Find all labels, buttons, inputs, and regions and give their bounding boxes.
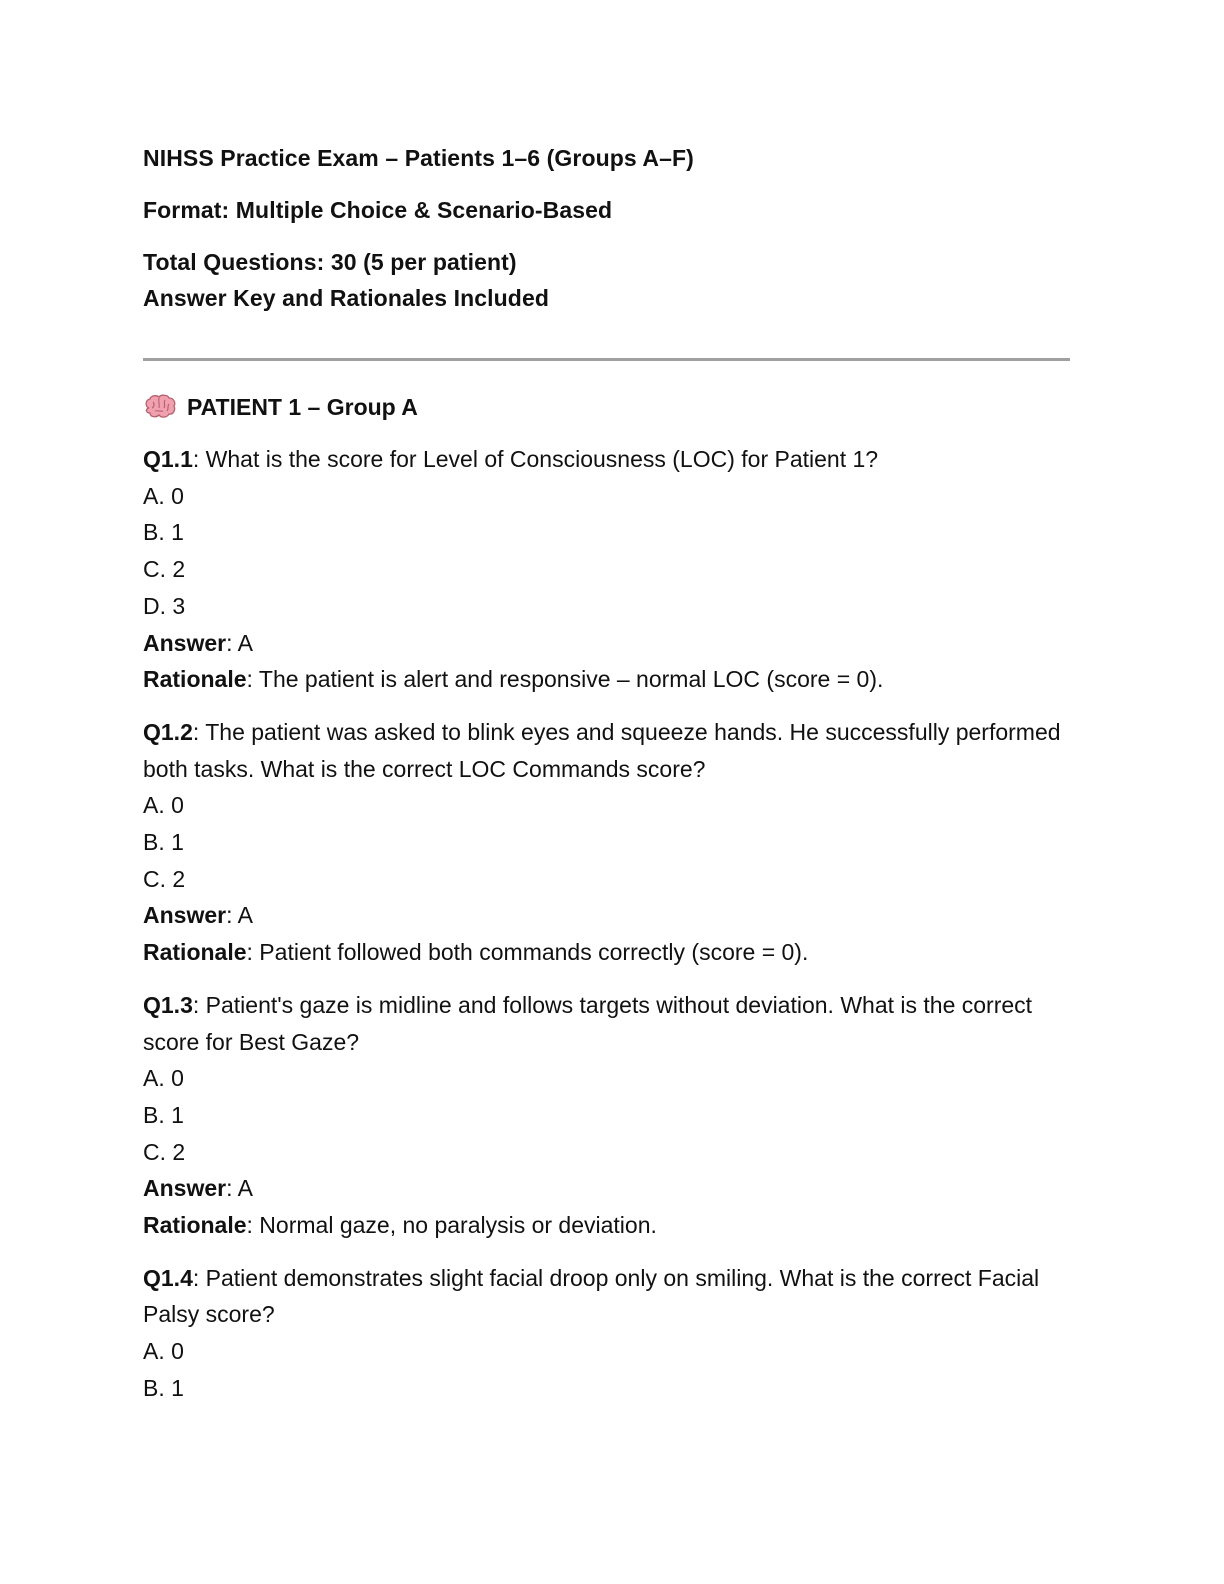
rationale-text: : Normal gaze, no paralysis or deviation. <box>246 1212 657 1239</box>
exam-title: NIHSS Practice Exam – Patients 1–6 (Groups A–F) <box>143 145 694 171</box>
question-text <box>143 714 1073 787</box>
rationale-line <box>143 661 1073 698</box>
answer-line <box>143 1170 1073 1207</box>
option: A. 0 <box>143 1065 184 1092</box>
document-page <box>143 140 1073 1407</box>
patient-heading <box>143 389 1073 425</box>
answer-value: : A <box>226 1175 253 1202</box>
question-text <box>143 1260 1073 1333</box>
option: C. 2 <box>143 556 186 583</box>
answer-value: : A <box>226 629 253 656</box>
horizontal-divider <box>143 358 1070 361</box>
option: D. 3 <box>143 592 186 619</box>
question-text <box>143 987 1073 1060</box>
rationale-label: Rationale <box>143 1212 247 1239</box>
brain-icon <box>143 394 177 420</box>
question-id: Q1.3 <box>143 991 193 1018</box>
total-questions: Total Questions: 30 (5 per patient) <box>143 249 517 275</box>
answer-line <box>143 897 1073 934</box>
question-block <box>143 714 1073 971</box>
question-block <box>143 441 1073 698</box>
rationale-text: : Patient followed both commands correctly (score = 0). <box>246 939 809 966</box>
rationale-label: Rationale <box>143 939 247 966</box>
option: B. 1 <box>143 1374 184 1401</box>
option: C. 2 <box>143 1138 186 1165</box>
answer-value: : A <box>226 902 253 929</box>
question-body: : The patient was asked to blink eyes and squeeze hands. He successfully performed both tasks. What is the correct LOC Commands score? <box>143 718 1061 782</box>
rationale-text: : The patient is alert and responsive – normal LOC (score = 0). <box>246 666 884 693</box>
option: B. 1 <box>143 1101 184 1128</box>
question-body: : Patient demonstrates slight facial droop only on smiling. What is the correct Facial Palsy score? <box>143 1264 1040 1328</box>
question-id: Q1.2 <box>143 718 193 745</box>
rationale-line <box>143 934 1073 971</box>
option: B. 1 <box>143 519 184 546</box>
question-text <box>143 441 1073 478</box>
answer-label: Answer <box>143 629 227 656</box>
answer-label: Answer <box>143 902 227 929</box>
option: A. 0 <box>143 792 184 819</box>
rationale-line <box>143 1207 1073 1244</box>
option: B. 1 <box>143 829 184 856</box>
question-id: Q1.1 <box>143 446 193 472</box>
patient-title: PATIENT 1 – Group A <box>187 394 418 420</box>
question-id: Q1.4 <box>143 1264 193 1291</box>
answer-label: Answer <box>143 1175 227 1202</box>
option: A. 0 <box>143 482 184 509</box>
option: A. 0 <box>143 1338 184 1365</box>
exam-format: Format: Multiple Choice & Scenario-Based <box>143 197 613 223</box>
question-body: : Patient's gaze is midline and follows targets without deviation. What is the correct score for Best Gaze? <box>143 991 1033 1055</box>
rationale-label: Rationale <box>143 666 247 693</box>
question-block <box>143 987 1073 1244</box>
answer-key-note: Answer Key and Rationales Included <box>143 285 550 311</box>
answer-line <box>143 625 1073 662</box>
question-block <box>143 1260 1073 1407</box>
option: C. 2 <box>143 865 186 892</box>
question-body: : What is the score for Level of Consciousness (LOC) for Patient 1? <box>192 446 879 472</box>
